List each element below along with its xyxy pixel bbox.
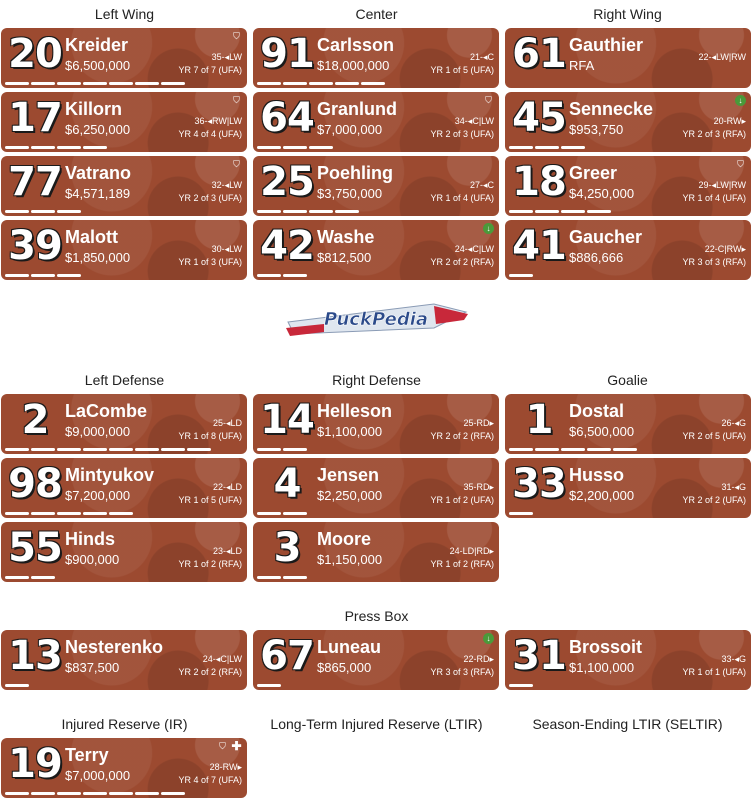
contract-year-bar [161,792,185,795]
age-position: 22-C|RW▸ [704,244,746,254]
contract-year-bar [309,82,333,85]
jersey-number: 31 [512,633,566,679]
contract-year: YR 2 of 2 (RFA) [178,667,242,677]
contract-year: YR 1 of 8 (UFA) [178,431,242,441]
player-name: Luneau [317,637,382,657]
contract-year-bar [283,210,307,213]
contract-year-bar [509,512,533,515]
shield-icon[interactable]: ⛉ [233,31,240,41]
jersey-number: 67 [260,633,314,679]
contract-bars [257,210,359,213]
section-ir: Injured Reserve (IR) [61,716,188,732]
section-right-defense: Right Defense [332,372,421,388]
player-salary: $812,500 [317,250,372,265]
player-card[interactable] [253,458,499,518]
player-name: Granlund [317,99,397,119]
contract-bars [5,512,133,515]
contract-year: YR 3 of 3 (RFA) [682,257,746,267]
contract-year-bar [5,82,29,85]
player-card[interactable] [1,156,247,216]
jersey-number: 55 [8,525,62,571]
contract-year-bar [57,274,81,277]
age-position: 21-◂C [469,52,494,62]
contract-year: YR 1 of 5 (UFA) [178,495,242,505]
contract-year-bar [5,448,29,451]
player-name: Helleson [317,401,393,421]
jersey-number: 91 [260,31,314,77]
jersey-number: 2 [21,397,49,443]
contract-year-bar [109,82,133,85]
age-position: 26-◂G [721,418,746,428]
contract-year-bar [187,448,211,451]
contract-bars [5,82,185,85]
contract-year-bar [135,82,159,85]
contract-year: YR 1 of 4 (UFA) [430,193,494,203]
section-ltir: Long-Term Injured Reserve (LTIR) [270,716,483,732]
player-card[interactable] [505,156,751,216]
section-seltir: Season-Ending LTIR (SELTIR) [532,716,723,732]
contract-year-bar [561,210,585,213]
contract-year-bar [135,792,159,795]
age-position: 22-◂LW|RW [698,52,746,62]
contract-year-bar [257,684,281,687]
age-position: 32-◂LW [211,180,242,190]
player-card[interactable] [253,394,499,454]
player-card[interactable] [1,738,247,798]
player-salary: $2,250,000 [317,488,383,503]
contract-bars [257,512,307,515]
contract-year-bar [613,448,637,451]
player-salary: $2,200,000 [569,488,635,503]
player-card[interactable] [253,92,499,152]
status-icons [735,159,746,170]
status-icons [231,159,242,170]
player-salary: $865,000 [317,660,372,675]
contract-year-bar [57,512,81,515]
player-card[interactable] [253,156,499,216]
contract-year-bar [535,210,559,213]
rookie-arrow-icon[interactable]: ↓ [735,95,746,106]
contract-year-bar [309,210,333,213]
age-position: 30-◂LW [211,244,242,254]
age-position: 29-◂LW|RW [698,180,746,190]
age-position: 28-RW▸ [209,762,242,772]
player-name: Husso [569,465,625,485]
player-name: Dostal [569,401,625,421]
jersey-number: 39 [8,223,62,269]
contract-year-bar [31,448,55,451]
player-card[interactable] [1,630,247,690]
player-name: Malott [65,227,118,247]
contract-year-bar [161,448,185,451]
contract-year-bar [5,512,29,515]
contract-year-bar [509,274,533,277]
player-card[interactable] [505,458,751,518]
player-card[interactable] [1,92,247,152]
contract-year-bar [31,146,55,149]
status-icons [735,95,746,106]
player-card[interactable] [505,220,751,280]
puckpedia-logo[interactable] [284,298,470,340]
shield-icon[interactable]: ⛉ [233,159,240,169]
player-name: Gaucher [569,227,643,247]
player-name: Hinds [65,529,116,549]
player-name: Kreider [65,35,129,55]
contract-year: YR 4 of 7 (UFA) [178,775,242,785]
contract-year-bar [109,448,133,451]
contract-bars [5,146,107,149]
contract-year-bar [509,448,533,451]
contract-year-bar [509,684,533,687]
contract-year-bar [31,792,55,795]
jersey-number: 17 [8,95,62,141]
player-card[interactable] [253,220,499,280]
age-position: 35-◂LW [211,52,242,62]
player-card[interactable] [1,458,247,518]
contract-year-bar [83,82,107,85]
age-position: 24-◂C|LW [454,244,494,254]
section-center: Center [355,6,398,22]
status-icons [231,95,242,106]
contract-bars [257,448,307,451]
contract-bars [5,274,81,277]
contract-year-bar [283,576,307,579]
jersey-number: 41 [512,223,566,269]
contract-year-bar [83,448,107,451]
contract-bars [509,274,533,277]
player-salary: $6,250,000 [65,122,131,137]
contract-bars [257,146,333,149]
age-position: 22-RD▸ [463,654,494,664]
jersey-number: 33 [512,461,566,507]
status-icons [217,741,242,752]
jersey-number: 25 [260,159,314,205]
contract-year: YR 1 of 1 (UFA) [682,667,746,677]
contract-year-bar [5,274,29,277]
player-salary: $837,500 [65,660,120,675]
jersey-number: 20 [8,31,62,77]
age-position: 20-RW▸ [713,116,746,126]
contract-year-bar [257,274,281,277]
contract-bars [257,82,385,85]
contract-year-bar [283,274,307,277]
player-card[interactable] [1,522,247,582]
contract-year: YR 3 of 3 (RFA) [430,667,494,677]
contract-year-bar [257,512,281,515]
player-name: Poehling [317,163,393,183]
shield-icon[interactable]: ⛉ [219,741,226,751]
player-salary: $4,571,189 [65,186,131,201]
player-salary: $886,666 [569,250,624,265]
player-salary: $6,500,000 [65,58,131,73]
status-icons [483,633,494,644]
contract-bars [257,274,307,277]
contract-bars [257,684,281,687]
age-position: 36-◂RW|LW [194,116,242,126]
contract-year: YR 1 of 3 (UFA) [178,257,242,267]
jersey-number: 13 [8,633,62,679]
jersey-number: 77 [8,159,62,205]
contract-year-bar [31,576,55,579]
contract-bars [509,146,585,149]
contract-year-bar [31,210,55,213]
contract-bars [5,684,29,687]
player-name: LaCombe [65,401,148,421]
player-salary: $7,200,000 [65,488,131,503]
jersey-number: 45 [512,95,566,141]
player-name: Sennecke [569,99,654,119]
player-card[interactable] [505,630,751,690]
contract-year-bar [535,448,559,451]
shield-icon[interactable]: ⛉ [737,159,744,169]
player-salary: $6,500,000 [569,424,635,439]
contract-year: YR 2 of 2 (RFA) [430,431,494,441]
player-card[interactable] [1,394,247,454]
jersey-number: 64 [260,95,314,141]
section-press-box: Press Box [344,608,409,624]
contract-year: YR 2 of 3 (UFA) [178,193,242,203]
player-salary: $4,250,000 [569,186,635,201]
player-salary: $7,000,000 [317,122,383,137]
contract-year-bar [83,792,107,795]
contract-bars [5,792,185,795]
section-left-wing: Left Wing [94,6,155,22]
contract-year-bar [31,274,55,277]
section-right-wing: Right Wing [593,6,662,22]
contract-bars [509,512,533,515]
player-name: Nesterenko [65,637,164,657]
contract-year-bar [509,210,533,213]
contract-year-bar [57,448,81,451]
contract-year-bar [5,792,29,795]
contract-year: YR 2 of 2 (RFA) [430,257,494,267]
age-position: 22-◂LD [212,482,242,492]
player-card[interactable] [505,28,751,88]
age-position: 27-◂C [469,180,494,190]
age-position: 34-◂C|LW [454,116,494,126]
player-name: Carlsson [317,35,395,55]
contract-year-bar [5,146,29,149]
contract-year: YR 2 of 2 (UFA) [682,495,746,505]
contract-year-bar [57,82,81,85]
contract-year-bar [587,210,611,213]
section-left-defense: Left Defense [84,372,165,388]
contract-year: YR 2 of 5 (UFA) [682,431,746,441]
age-position: 33-◂G [721,654,746,664]
player-card[interactable] [505,394,751,454]
age-position: 24-◂C|LW [202,654,242,664]
player-salary: $7,000,000 [65,768,131,783]
contract-year-bar [283,448,307,451]
rookie-arrow-icon[interactable]: ↓ [483,633,494,644]
contract-bars [5,448,211,451]
contract-year-bar [31,512,55,515]
age-position: 35-RD▸ [463,482,494,492]
player-name: Jensen [317,465,380,485]
contract-year-bar [587,448,611,451]
jersey-number: 3 [273,525,301,571]
contract-bars [5,576,55,579]
status-icons [483,95,494,106]
player-name: Washe [317,227,375,247]
player-name: Greer [569,163,618,183]
player-salary: $18,000,000 [317,58,390,73]
contract-year-bar [83,146,107,149]
contract-year-bar [335,210,359,213]
jersey-number: 18 [512,159,566,205]
player-name: Gauthier [569,35,644,55]
contract-bars [5,210,81,213]
jersey-number: 4 [273,461,301,507]
player-card[interactable] [1,220,247,280]
player-name: Brossoit [569,637,643,657]
contract-year-bar [5,576,29,579]
contract-year-bar [257,82,281,85]
contract-year: YR 1 of 2 (UFA) [430,495,494,505]
contract-year: YR 2 of 3 (RFA) [682,129,746,139]
shield-icon[interactable]: ⛉ [233,95,240,105]
player-salary: $900,000 [65,552,120,567]
contract-year-bar [309,146,333,149]
contract-year-bar [283,512,307,515]
contract-year-bar [57,792,81,795]
contract-year-bar [257,146,281,149]
age-position: 25-RD▸ [463,418,494,428]
contract-year-bar [161,82,185,85]
player-card[interactable] [253,28,499,88]
player-salary: $1,100,000 [317,424,383,439]
jersey-number: 14 [260,397,314,443]
status-icons [483,223,494,234]
jersey-number: 42 [260,223,314,269]
contract-year-bar [57,146,81,149]
player-name: Mintyukov [65,465,155,485]
jersey-number: 98 [8,461,62,507]
logo-text: PuckPedia [323,309,429,330]
player-salary: $1,850,000 [65,250,131,265]
contract-year-bar [283,82,307,85]
contract-year-bar [31,82,55,85]
jersey-number: 1 [525,397,553,443]
player-salary: RFA [569,58,595,73]
player-salary: $3,750,000 [317,186,383,201]
contract-year: YR 2 of 3 (UFA) [430,129,494,139]
age-position: 23-◂LD [212,546,242,556]
contract-year-bar [109,792,133,795]
contract-year: YR 7 of 7 (UFA) [178,65,242,75]
player-salary: $1,150,000 [317,552,383,567]
contract-bars [257,576,307,579]
contract-year-bar [561,146,585,149]
contract-year: YR 1 of 4 (UFA) [682,193,746,203]
player-card[interactable] [253,630,499,690]
contract-year-bar [83,512,107,515]
contract-year-bar [5,684,29,687]
contract-year-bar [57,210,81,213]
age-position: 25-◂LD [212,418,242,428]
rookie-arrow-icon[interactable]: ↓ [483,223,494,234]
status-icons [231,31,242,42]
contract-bars [509,448,637,451]
jersey-number: 19 [8,741,62,787]
age-position: 31-◂G [721,482,746,492]
contract-year: YR 4 of 4 (UFA) [178,129,242,139]
contract-year-bar [335,82,359,85]
contract-year: YR 1 of 2 (RFA) [430,559,494,569]
player-card[interactable] [505,92,751,152]
player-name: Moore [317,529,371,549]
contract-year-bar [535,146,559,149]
player-name: Killorn [65,99,122,119]
player-salary: $1,100,000 [569,660,635,675]
age-position: 24-LD|RD▸ [449,546,494,556]
player-salary: $9,000,000 [65,424,131,439]
contract-year-bar [5,210,29,213]
contract-year: YR 1 of 2 (RFA) [178,559,242,569]
contract-bars [509,210,611,213]
contract-year-bar [109,512,133,515]
player-name: Vatrano [65,163,132,183]
contract-year-bar [361,82,385,85]
contract-year: YR 1 of 5 (UFA) [430,65,494,75]
player-salary: $953,750 [569,122,624,137]
contract-year-bar [561,448,585,451]
jersey-number: 61 [512,31,566,77]
contract-year-bar [135,448,159,451]
contract-year-bar [257,210,281,213]
player-card[interactable] [1,28,247,88]
contract-year-bar [509,146,533,149]
contract-year-bar [283,146,307,149]
contract-year-bar [257,448,281,451]
contract-bars [509,684,533,687]
shield-icon[interactable]: ⛉ [485,95,492,105]
player-card[interactable] [253,522,499,582]
player-name: Terry [65,745,109,765]
section-goalie: Goalie [607,372,648,388]
injury-cross-icon[interactable]: ✚ [231,739,242,753]
contract-year-bar [257,576,281,579]
